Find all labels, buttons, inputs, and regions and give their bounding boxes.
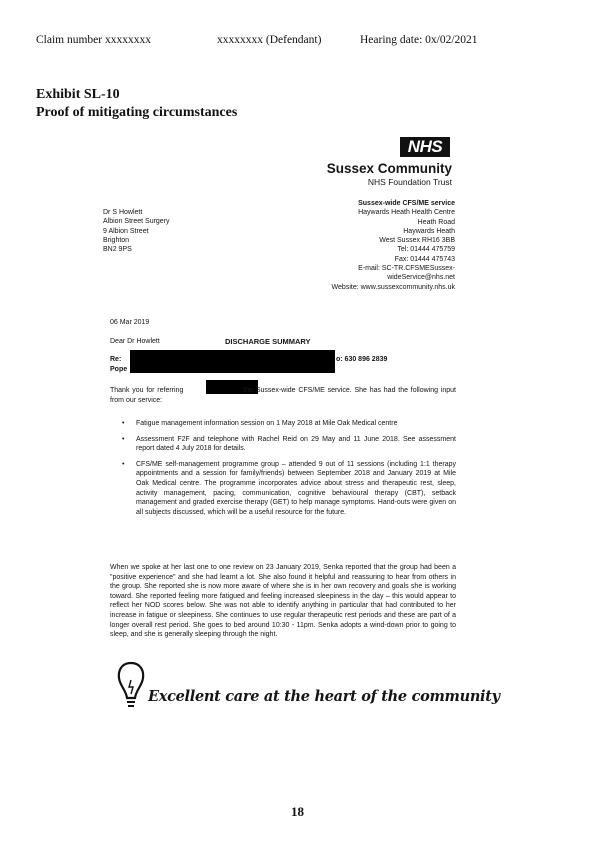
- sender-line: West Sussex RH16 3BB: [379, 237, 455, 245]
- letter-date: 06 Mar 2019: [110, 319, 150, 326]
- recipient-line: Albion Street Surgery: [103, 218, 170, 226]
- sender-line: Haywards Heath: [403, 227, 455, 235]
- bullet-icon: •: [122, 460, 125, 468]
- pope-label: Pope: [110, 366, 128, 373]
- sender-fax: Fax: 01444 475743: [394, 255, 455, 263]
- lightbulb-icon: [116, 660, 146, 716]
- list-item-text: CFS/ME self-management programme group – attended 9 out of 11 sessions (including 1:1 therapy appointments and a session for family/friends) between September 2018 and January 2019 at Mile Oak Medical centre. The programme incorporates advice about stress and therapeutic rest, sleep, activity management, pacing, communication, cognitive behavioural therapy (CBT), setback management and graded exercise therapy (GET) to help manage symptoms. Hand-outs were given on all subjects discussed, which will be a useful resource for the future.: [136, 460, 456, 516]
- sender-email-cont: wideService@nhs.net: [387, 274, 455, 282]
- page-number: 18: [291, 804, 304, 819]
- nhs-number: o: 630 896 2839: [336, 356, 388, 363]
- redaction-block: [130, 350, 335, 373]
- hearing-date: Hearing date: 0x/02/2021: [360, 34, 478, 46]
- tagline: Excellent care at the heart of the community: [148, 688, 500, 705]
- list-item-text: Fatigue management information session on 1 May 2018 at Mile Oak Medical centre: [136, 420, 398, 427]
- sender-website: Website: www.sussexcommunity.nhs.uk: [331, 283, 455, 291]
- bullet-icon: •: [122, 435, 125, 443]
- letter-subject: DISCHARGE SUMMARY: [225, 337, 311, 346]
- sender-line: Haywards Heath Health Centre: [358, 209, 455, 217]
- recipient-line: BN2 9PS: [103, 246, 132, 254]
- sender-service: Sussex-wide CFS/ME service: [358, 200, 455, 207]
- intro-paragraph: [110, 386, 456, 405]
- trust-name: Sussex Community: [326, 161, 452, 176]
- intro-text-a: Thank you for referring: [110, 387, 184, 394]
- sender-line: Heath Road: [417, 218, 455, 226]
- recipient-line: Dr S Howlett: [103, 209, 143, 216]
- sender-tel: Tel: 01444 475759: [397, 246, 455, 254]
- salutation: Dear Dr Howlett: [110, 338, 160, 345]
- recipient-line: 9 Albion Street: [103, 227, 149, 235]
- sender-email: E-mail: SC-TR.CFSMESussex-: [358, 265, 455, 273]
- defendant-label: xxxxxxxx (Defendant): [217, 34, 322, 46]
- list-item: [122, 435, 456, 454]
- list-item-text: Assessment F2F and telephone with Rachel Reid on 29 May and 11 June 2018. See assessment report dated 4 July 2018 for details.: [136, 435, 456, 453]
- sender-address: [332, 199, 455, 292]
- services-list: [122, 419, 456, 523]
- claim-number: Claim number xxxxxxxx: [36, 34, 151, 46]
- list-item: [122, 419, 456, 429]
- exhibit-title: Proof of mitigating circumstances: [36, 105, 238, 120]
- intro-text-b: the Sussex-wide CFS/ME service. She has had the following input from our service:: [110, 387, 456, 404]
- recipient-line: Brighton: [103, 236, 130, 244]
- bullet-icon: •: [122, 420, 125, 427]
- nhs-logo: NHS: [400, 137, 450, 157]
- recipient-address: [103, 208, 170, 254]
- exhibit-id: Exhibit SL-10: [36, 87, 120, 102]
- re-label: Re:: [110, 356, 122, 363]
- review-paragraph: When we spoke at her last one to one review on 23 January 2019, Senka reported that the group had been a "positive experience" and she had learnt a lot. She also found it helpful and reassuring to hear from others in the group. She reported she is now more aware of where she is in her own recovery and goals she is working toward. She reported feeling more fatigued and feeling increased sleepiness in the day – this would appear to reflect her NOD scores below. She was not able to identify anything in particular that had contributed to her increase in fatigue or sleepiness. She continues to use regular therapeutic rest periods and these are part of a longer overall rest period. She goes to bed around 10:30 - 11pm. Senka adopts a wind-down prior to going to sleep, and she is generally sleeping through the night.: [110, 564, 456, 639]
- trust-subtitle: NHS Foundation Trust: [367, 177, 452, 187]
- list-item: [122, 460, 456, 518]
